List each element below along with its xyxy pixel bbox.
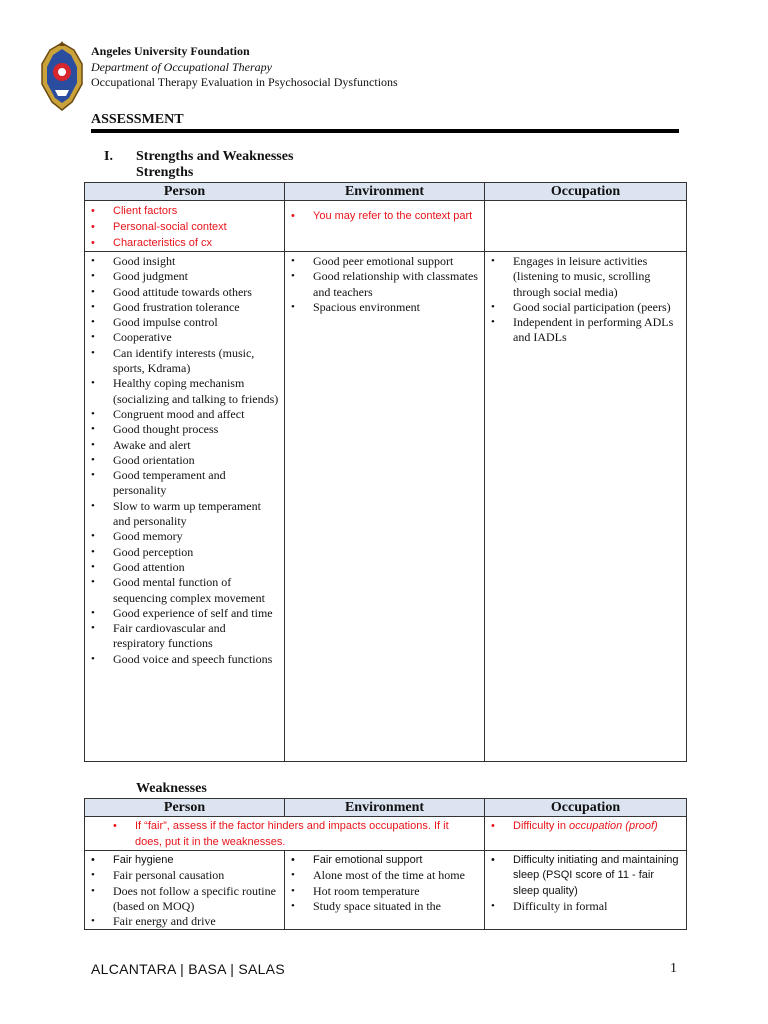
guide-emphasis: occupation (proof)	[569, 820, 658, 832]
weakness-guide-note: • If “fair”, assess if the factor hinders and impacts occupations. If it does, put it in the weaknesses.	[85, 817, 484, 850]
section-title-block	[136, 149, 293, 181]
strengths-occupation-list	[485, 252, 686, 346]
list-item: • Good social participation (peers)	[513, 300, 682, 315]
list-item: • Good insight	[113, 254, 280, 269]
list-item: • Hot room temperature	[313, 884, 480, 899]
weaknesses-occupation-list	[485, 851, 686, 914]
list-item: • Good attention	[113, 560, 280, 575]
list-item: • Good judgment	[113, 269, 280, 284]
weaknesses-person-cell	[85, 851, 285, 930]
list-item: • Good impulse control	[113, 315, 280, 330]
column-header-occupation: Occupation	[485, 799, 687, 817]
guide-list	[485, 817, 686, 834]
list-item: • Congruent mood and affect	[113, 407, 280, 422]
list-item: • Fair cardiovascular and respiratory functions	[113, 621, 280, 652]
list-item: • Good perception	[113, 545, 280, 560]
section-title: Strengths and Weaknesses	[136, 149, 294, 164]
document-header	[91, 44, 398, 91]
guide-item: • Client factors	[113, 203, 280, 219]
column-header-occupation: Occupation	[485, 183, 687, 201]
list-item: • Healthy coping mechanism (socializing and talking to friends)	[113, 376, 280, 407]
list-item: • Study space situated in the	[313, 899, 480, 914]
guide-item: • Personal-social context	[113, 219, 280, 235]
weakness-guide-occupation-cell	[485, 817, 687, 851]
guide-item: • Characteristics of cx	[113, 235, 280, 251]
guide-cell-person	[85, 201, 285, 252]
list-item: • Good frustration tolerance	[113, 300, 280, 315]
column-header-environment: Environment	[285, 799, 485, 817]
list-item: • Difficulty initiating and maintaining sleep (PSQI score of 11 - fair sleep quality)	[513, 853, 682, 899]
list-item: • Does not follow a specific routine (based on MOQ)	[113, 884, 280, 915]
list-item: • Good mental function of sequencing complex movement	[113, 575, 280, 606]
guide-cell-occupation	[485, 201, 687, 252]
list-item: • Difficulty in formal	[513, 899, 682, 914]
list-item: • Good peer emotional support	[313, 254, 480, 269]
list-item: • Good relationship with classmates and teachers	[313, 269, 480, 300]
assessment-heading: ASSESSMENT	[91, 112, 184, 127]
strengths-environment-cell	[285, 252, 485, 762]
list-item: • Independent in performing ADLs and IADLs	[513, 315, 682, 346]
list-item: • Fair emotional support	[313, 853, 480, 868]
strengths-label: Strengths	[136, 165, 194, 180]
list-item: • Good voice and speech functions	[113, 652, 280, 667]
list-item: • Cooperative	[113, 330, 280, 345]
column-header-environment: Environment	[285, 183, 485, 201]
org-name: Angeles University Foundation	[91, 44, 250, 58]
course-name: Occupational Therapy Evaluation in Psychosocial Dysfunctions	[91, 75, 398, 89]
weaknesses-occupation-cell	[485, 851, 687, 930]
column-header-person: Person	[85, 799, 285, 817]
page-number: 1	[670, 961, 677, 976]
guide-list	[285, 201, 484, 224]
list-item: • Fair energy and drive	[113, 914, 280, 929]
list-item: • Good experience of self and time	[113, 606, 280, 621]
list-item: • Good memory	[113, 529, 280, 544]
strengths-person-cell	[85, 252, 285, 762]
guide-cell-environment	[285, 201, 485, 252]
list-item: • Alone most of the time at home	[313, 868, 480, 883]
list-item: • Slow to warm up temperament and personality	[113, 499, 280, 530]
list-item: • Awake and alert	[113, 438, 280, 453]
university-seal-icon	[38, 40, 86, 112]
weakness-guide-cell	[85, 817, 485, 851]
department-name: Department of Occupational Therapy	[91, 59, 272, 74]
guide-item: • You may refer to the context part	[313, 208, 480, 224]
list-item: • Good attitude towards others	[113, 285, 280, 300]
weaknesses-person-list	[85, 851, 284, 929]
weaknesses-table	[84, 798, 687, 930]
column-header-person: Person	[85, 183, 285, 201]
heading-rule	[91, 129, 679, 133]
list-item: • Good thought process	[113, 422, 280, 437]
list-item: • Fair hygiene	[113, 853, 280, 868]
list-item: • Good temperament and personality	[113, 468, 280, 499]
strengths-table	[84, 182, 687, 762]
list-item: • Good orientation	[113, 453, 280, 468]
guide-list	[85, 201, 284, 251]
strengths-environment-list	[285, 252, 484, 315]
list-item: • Spacious environment	[313, 300, 480, 315]
section-number: I.	[104, 149, 113, 164]
list-item: • Can identify interests (music, sports, Kdrama)	[113, 346, 280, 377]
strengths-occupation-cell	[485, 252, 687, 762]
weaknesses-environment-cell	[285, 851, 485, 930]
footer-authors: ALCANTARA | BASA | SALAS	[91, 961, 285, 977]
strengths-person-list	[85, 252, 284, 667]
list-item: • Fair personal causation	[113, 868, 280, 883]
guide-item	[513, 818, 682, 834]
weaknesses-label: Weaknesses	[136, 781, 207, 796]
list-item: • Engages in leisure activities (listening to music, scrolling through social media)	[513, 254, 682, 300]
guide-prefix: Difficulty in	[513, 820, 570, 832]
weaknesses-environment-list	[285, 851, 484, 914]
